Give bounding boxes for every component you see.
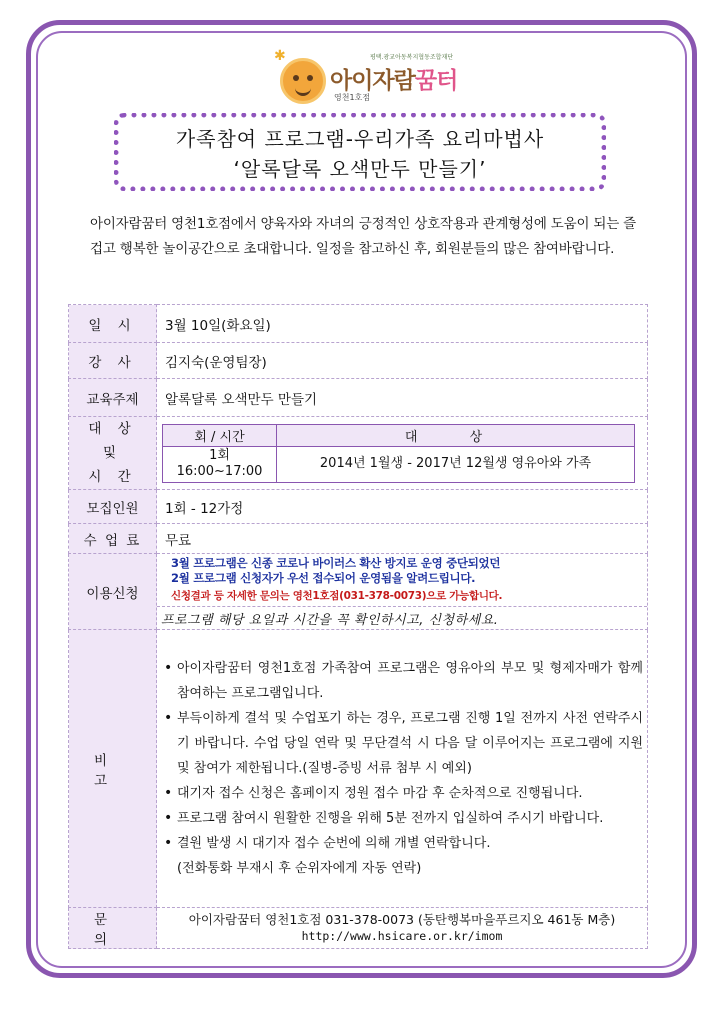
remarks-item: • 프로그램 참여시 원활한 진행을 위해 5분 전까지 입실하여 주시기 바랍니다. [163,806,643,831]
fee-value: 무료 [157,524,648,554]
schedule-head-time: 회 / 시간 [163,424,277,446]
contact-line-1: 아이자람꿈터 영천1호점 031-378-0073 (동탄행복마을푸르지오 461동 M층) [188,912,616,927]
row-fee [69,524,648,554]
apply-notice-italic: 프로그램 해당 요일과 시간을 꼭 확인하시고, 신청하세요. [157,606,647,629]
brand-logo [274,48,486,108]
instructor-value: 김지숙(운영팀장) [157,343,648,379]
schedule-time: 16:00~17:00 [176,464,263,479]
row-schedule [69,417,648,490]
remarks-item: • 결원 발생 시 대기자 접수 순번에 의해 개별 연락합니다. [163,831,643,856]
schedule-table [162,424,635,483]
schedule-header-row [163,424,635,446]
capacity-value: 1회 - 12가정 [157,490,648,524]
schedule-label-line-2: 및 [102,445,123,461]
row-capacity [69,490,648,524]
row-date [69,305,648,343]
topic-label: 교육주제 [69,379,157,417]
program-info-table [68,304,648,949]
fee-label: 수 업 료 [69,524,157,554]
schedule-cell [157,417,648,490]
capacity-label: 모집인원 [69,490,157,524]
apply-notice-line-1: 3월 프로그램은 신종 코로나 바이러스 확산 방지로 운영 중단되었던 [171,556,501,570]
apply-notice-line-2: 2월 프로그램 신청자가 우선 접수되어 운영됨을 알려드립니다. [171,571,476,585]
remarks-sub-note: (전화통화 부재시 후 순위자에게 자동 연락) [177,861,422,876]
schedule-label-line-1: 대 상 [88,421,137,437]
row-contact [69,908,648,949]
row-apply [69,554,648,630]
title-box [114,113,606,191]
row-topic [69,379,648,417]
schedule-session: 1회 [209,448,230,463]
child-face-icon [280,58,326,104]
apply-cell [157,554,648,630]
schedule-label [69,417,157,490]
schedule-label-line-3: 시 간 [88,469,137,485]
remarks-label: 비 고 [69,630,157,908]
logo-name [330,62,457,95]
schedule-head-target-text: 대 상 [404,429,507,445]
logo-name-part2: 꿈터 [414,68,458,94]
sun-icon: ✱ [274,48,286,64]
row-remarks [69,630,648,908]
intro-paragraph: 아이자람꿈터 영천1호점에서 양육자와 자녀의 긍정적인 상호작용과 관계형성에 도움이 되는 즐겁고 행복한 놀이공간으로 초대합니다. 일정을 참고하신 후, 회원분들의 많은 참여바랍니다. [90,216,637,257]
date-value: 3월 10일(화요일) [157,305,648,343]
logo-name-part1: 아이자람 [330,68,415,94]
row-instructor [69,343,648,379]
remarks-item: • 대기자 접수 신청은 홈페이지 정원 접수 마감 후 순차적으로 진행됩니다. [163,781,643,806]
schedule-target: 2014년 1월생 - 2017년 12월생 영유아와 가족 [277,446,635,482]
schedule-body-row [163,446,635,482]
title-line-2: ‘알록달록 오색만두 만들기’ [233,157,487,181]
apply-label: 이용신청 [69,554,157,630]
remarks-cell [157,630,648,908]
topic-value: 알록달록 오색만두 만들기 [157,379,648,417]
remarks-item: • 부득이하게 결석 및 수업포기 하는 경우, 프로그램 진행 1일 전까지 사전 연락주시기 바랍니다. 수업 당일 연락 및 무단결석 시 다음 달 이루어지는 프로그램에 지원 및 참여가 제한됩니다.(질병-증빙 서류 첨부 시 예외) [163,706,643,781]
remarks-item: • 아이자람꿈터 영천1호점 가족참여 프로그램은 영유아의 부모 및 형제자매가 함께 참여하는 프로그램입니다. [163,656,643,706]
logo-branch: 영천1호점 [334,93,371,102]
apply-notice-red: 신청결과 등 자세한 문의는 영천1호점(031-378-0073)으로 가능합니다. [171,590,503,602]
contact-label: 문 의 [69,908,157,949]
remarks-list [157,652,647,885]
contact-url[interactable]: http://www.hsicare.or.kr/imom [301,929,503,943]
schedule-head-target [277,424,635,446]
logo-tagline: 평택.광교아동복지협동조합재단 [370,54,454,61]
date-label: 일 시 [69,305,157,343]
instructor-label: 강 사 [69,343,157,379]
title-line-1: 가족참여 프로그램-우리가족 요리마법사 [175,127,545,151]
contact-cell [157,908,648,949]
schedule-session-cell [163,446,277,482]
